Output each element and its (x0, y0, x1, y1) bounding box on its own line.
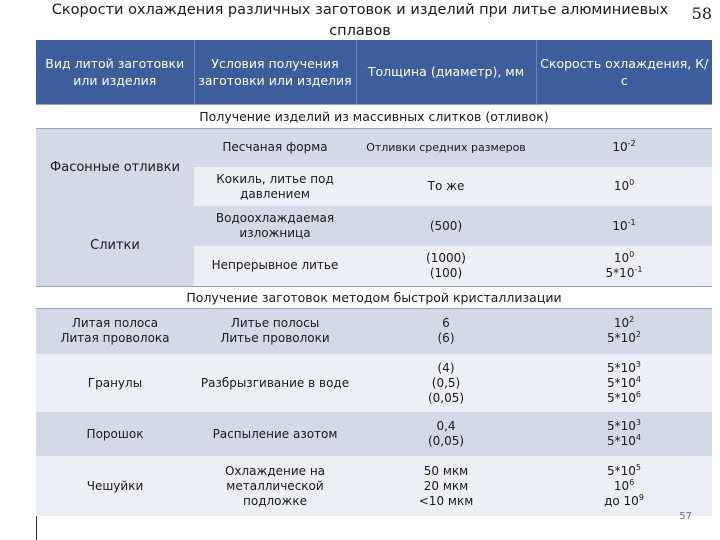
thickness-line: 50 мкм (423, 463, 469, 478)
thickness-cell (356, 456, 536, 516)
rate-value: 10 (613, 179, 630, 193)
column-header-thickness: Толщина (диаметр), мм (356, 40, 536, 104)
page-number: 57 (679, 511, 692, 522)
thickness-line: 20 мкм (423, 478, 469, 493)
rate-value: 5*10 (607, 360, 636, 375)
kind-cell: Чешуйки (86, 478, 144, 493)
kind-cell: Гранулы (87, 375, 143, 390)
rate-value: 5*10 (607, 375, 636, 390)
thickness-cell: Отливки средних размеров (366, 140, 526, 154)
thickness-line: (1000) (426, 250, 466, 265)
table-row (36, 354, 712, 412)
thickness-cell: (500) (429, 218, 463, 233)
rate-value: 10 (613, 250, 630, 265)
rate-cell (536, 354, 712, 412)
thickness-line: (0,5) (431, 375, 461, 390)
rate-value: 5*10 (607, 331, 636, 346)
condition-line: Литье полосы (230, 316, 320, 331)
condition-cell (194, 308, 356, 354)
thickness-line: (4) (437, 360, 455, 375)
thickness-cell (356, 246, 536, 286)
condition-cell: Распыление азотом (212, 426, 338, 441)
condition-cell: Кокиль, литье под давлением (216, 171, 334, 201)
rate-cell (536, 206, 712, 246)
thickness-line: 0,4 (436, 419, 456, 433)
kind-line: Литая проволока (60, 331, 170, 346)
rate-value: 10 (612, 140, 628, 155)
rate-cell (536, 456, 712, 516)
thickness-line: (100) (429, 265, 463, 280)
column-header-rate: Скорость охлаждения, К/с (536, 40, 712, 104)
rate-value: 5*10 (607, 419, 636, 433)
rate-value: 5*10 (607, 463, 636, 478)
rate-value: до 10 (604, 493, 639, 508)
thickness-line: <10 мкм (418, 493, 474, 508)
thickness-cell: То же (427, 179, 465, 193)
condition-cell: Песчаная форма (222, 140, 328, 155)
slide-title: Скорости охлаждения различных заготовок и изделий при литье алюминиевых сплавов (51, 2, 669, 39)
thickness-cell (356, 308, 536, 354)
condition-cell: Непрерывное литье (211, 258, 339, 273)
rate-value: 10 (612, 218, 628, 233)
table-row (36, 128, 712, 167)
slide-number: 58 (691, 4, 712, 23)
rate-cell (536, 128, 712, 167)
rate-value: 10 (613, 316, 630, 331)
column-header-condition: Условия получения заготовки или изделия (194, 40, 356, 104)
thickness-cell (356, 354, 536, 412)
rate-value: 10 (613, 478, 630, 493)
group-kind: Слитки (90, 238, 140, 254)
kind-line: Литая полоса (71, 316, 159, 331)
section-row (36, 104, 712, 128)
thickness-line: (0,05) (427, 434, 465, 448)
section-label: Получение изделий из массивных слитков (отливок) (36, 104, 712, 128)
rate-exponent: 0 (629, 178, 635, 187)
table-row (36, 308, 712, 354)
condition-cell: Водоохлаждаемая изложница (215, 211, 335, 240)
column-header-kind: Вид литой заготовки или изделия (36, 40, 194, 104)
kind-cell: Порошок (86, 426, 144, 441)
rate-cell (536, 308, 712, 354)
thickness-line: 6 (442, 316, 450, 331)
group-kind: Фасонные отливки (50, 159, 180, 175)
rate-cell (536, 246, 712, 286)
table-row (36, 206, 712, 246)
thickness-cell (356, 412, 536, 456)
rate-exponent: 3 (635, 418, 641, 427)
rate-exponent: 9 (638, 492, 644, 502)
rate-exponent: 4 (635, 374, 641, 384)
table-row (36, 456, 712, 516)
condition-cell: Разбрызгивание в воде (200, 375, 350, 390)
table-row (36, 412, 712, 456)
thickness-line: (6) (437, 331, 455, 346)
rate-exponent: 0 (629, 249, 635, 259)
rate-value: 5*10 (605, 265, 635, 280)
rate-exponent: -1 (634, 264, 643, 274)
rate-exponent: 6 (629, 477, 635, 487)
rate-exponent: 2 (635, 330, 641, 340)
table-header-row (36, 40, 712, 104)
thickness-line: (0,05) (427, 390, 465, 405)
condition-line: Литье проволоки (220, 331, 330, 346)
section-row (36, 286, 712, 308)
rate-exponent: 2 (629, 315, 635, 325)
rate-exponent: 6 (635, 389, 641, 399)
rate-exponent: -1 (627, 217, 636, 227)
rate-exponent: -2 (627, 139, 636, 149)
rate-exponent: 5 (635, 462, 641, 472)
rate-value: 5*10 (607, 390, 636, 405)
rate-cell (536, 412, 712, 456)
rate-exponent: 3 (635, 359, 641, 369)
rate-value: 5*10 (607, 434, 636, 448)
section-label: Получение заготовок методом быстрой кристаллизации (36, 286, 712, 308)
rate-exponent: 4 (635, 433, 641, 442)
condition-cell: Охлаждение на металлической подложке (224, 463, 326, 508)
rate-cell (536, 167, 712, 206)
kind-cell (36, 308, 194, 354)
cooling-rate-table (36, 40, 712, 516)
